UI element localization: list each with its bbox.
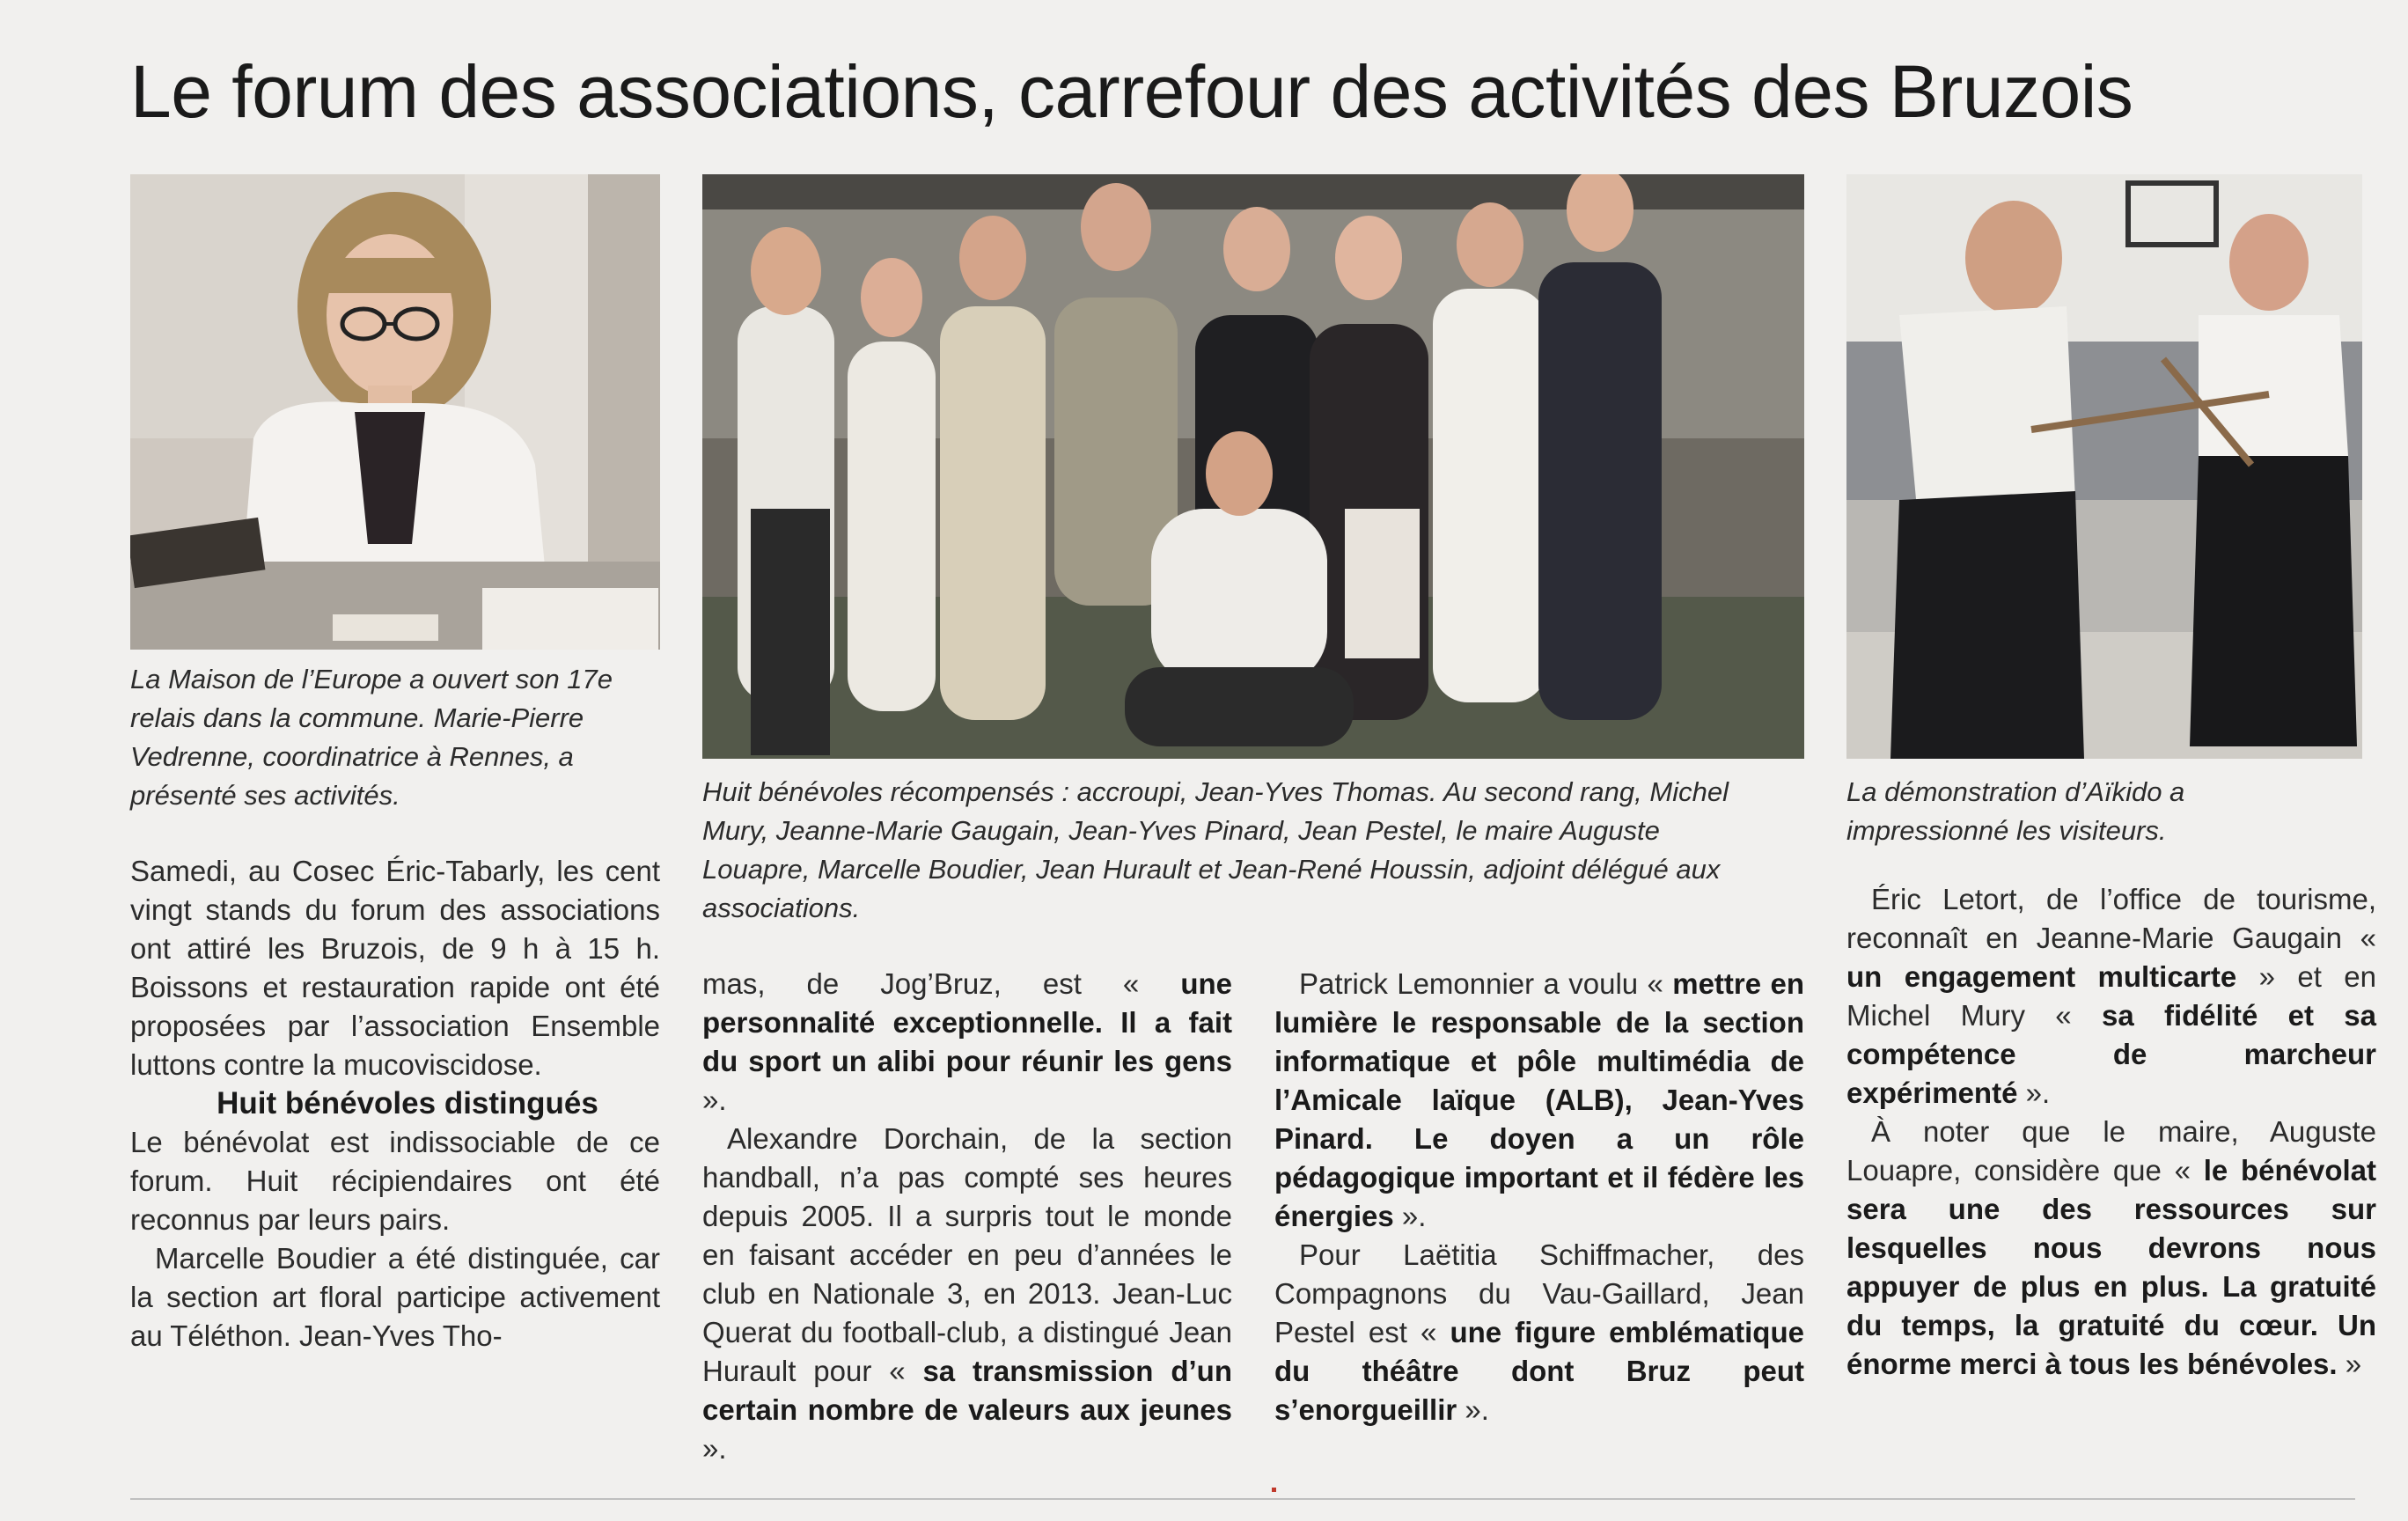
bottom-rule <box>130 1498 2355 1500</box>
caption-center-photo: Huit bénévoles récompensés : accroupi, Jean-Yves Thomas. Au second rang, Michel Mury, Jeanne-Marie Gaugain, Jean-Yves Pinard, Jean Pestel, le maire Auguste Louapre, Marcelle Boudier, Jean Hurault et Jean-René Houssin, adjoint délégué aux associations. <box>702 776 1729 923</box>
paragraph-marcelle-boudier: Marcelle Boudier a été distinguée, car la section art floral participe activement au Téléthon. Jean-Yves Tho- <box>130 1242 660 1352</box>
paragraph-benevolat: Le bénévolat est indissociable de ce forum. Huit récipiendaires ont été reconnus par leurs pairs. <box>130 1126 660 1236</box>
text-letort-close: ». <box>2017 1076 2051 1109</box>
photo-maison-europe <box>130 174 660 650</box>
text-letort-mid: » et en Michel Mury « <box>1846 960 2376 1032</box>
photo-maison-europe-illustration <box>130 174 660 650</box>
quote-lemonnier: mettre en lumière le responsable de la section informatique et pôle multimédia de l’Amicale laïque (ALB), Jean-Yves Pinard. Le doyen a un rôle pédagogique important et il fédère les énergies <box>1274 967 1804 1232</box>
article-column-2 <box>702 965 1232 1468</box>
caption-right-photo: La démonstration d’Aïkido a impressionné les visiteurs. <box>1846 776 2185 846</box>
quote-jog-bruz: une personnalité exceptionnelle. Il a fait du sport un alibi pour réunir les gens <box>702 967 1232 1077</box>
photo-aikido-illustration <box>1846 174 2362 759</box>
quote-maire: le bénévolat sera une des ressources sur lesquelles nous devrons nous appuyer de plus en plus. La gratuité du temps, la gratuité du cœur. Un énorme merci à tous les bénévoles. <box>1846 1154 2376 1380</box>
print-mark <box>1272 1488 1276 1492</box>
text-lemonnier: Patrick Lemonnier a voulu « <box>1299 967 1673 1000</box>
paragraph-jog-bruz <box>702 965 1232 1120</box>
article-column-3 <box>1274 965 1804 1429</box>
text-maire: À noter que le maire, Auguste Louapre, considère que « <box>1846 1115 2376 1187</box>
headline: Le forum des associations, carrefour des activités des Bruzois <box>130 50 2133 133</box>
text-maire-close: » <box>2337 1348 2362 1380</box>
text-schiffmacher-close: ». <box>1457 1393 1489 1426</box>
article-column-4 <box>1846 880 2376 1384</box>
quote-gaugain: un engagement multicarte <box>1846 960 2237 993</box>
photo-benevoles <box>702 174 1804 759</box>
caption-left-photo: La Maison de l’Europe a ouvert son 17e relais dans la commune. Marie-Pierre Vedrenne, coordinatrice à Rennes, a présenté ses activités. <box>130 664 613 811</box>
paragraph-dorchain <box>702 1120 1232 1468</box>
article-column-1 <box>130 852 660 1356</box>
paragraph-maire <box>1846 1113 2376 1384</box>
text-schiffmacher: Pour Laëtitia Schiffmacher, des Compagnons du Vau-Gaillard, Jean Pestel est « <box>1274 1238 1804 1348</box>
paragraph-intro: Samedi, au Cosec Éric-Tabarly, les cent vingt stands du forum des associations ont attiré les Bruzois, de 9 h à 15 h. Boissons et restauration rapide ont été proposées par l’association Ensemble luttons contre la mucoviscidose. <box>130 855 660 1081</box>
subheading: Huit bénévoles distingués <box>217 1086 598 1121</box>
text-lemonnier-close: ». <box>1393 1200 1427 1232</box>
paragraph-letort <box>1846 880 2376 1113</box>
paragraph-lemonnier <box>1274 965 1804 1236</box>
text-jog-bruz-close: ». <box>702 1084 727 1116</box>
quote-hurault: sa transmission d’un certain nombre de valeurs aux jeunes <box>702 1355 1232 1426</box>
text-hurault-close: ». <box>702 1432 727 1465</box>
photo-aikido <box>1846 174 2362 759</box>
text-letort: Éric Letort, de l’office de tourisme, reconnaît en Jeanne-Marie Gaugain « <box>1846 883 2376 954</box>
quote-schiffmacher: une figure emblématique du théâtre dont Bruz peut s’enorgueillir <box>1274 1316 1804 1426</box>
text-dorchain: Alexandre Dorchain, de la section handball, n’a pas compté ses heures depuis 2005. Il a surpris tout le monde en faisant accéder en peu d’années le club en Nationale 3, en 2013. Jean-Luc Querat du football-club, a distingué Jean Hurault pour « <box>702 1122 1232 1387</box>
text-jog-bruz-intro: mas, de Jog’Bruz, est « <box>702 967 1181 1000</box>
photo-benevoles-illustration <box>702 174 1804 759</box>
quote-mury: sa fidélité et sa compétence de marcheur expérimenté <box>1846 999 2376 1109</box>
paragraph-schiffmacher <box>1274 1236 1804 1429</box>
